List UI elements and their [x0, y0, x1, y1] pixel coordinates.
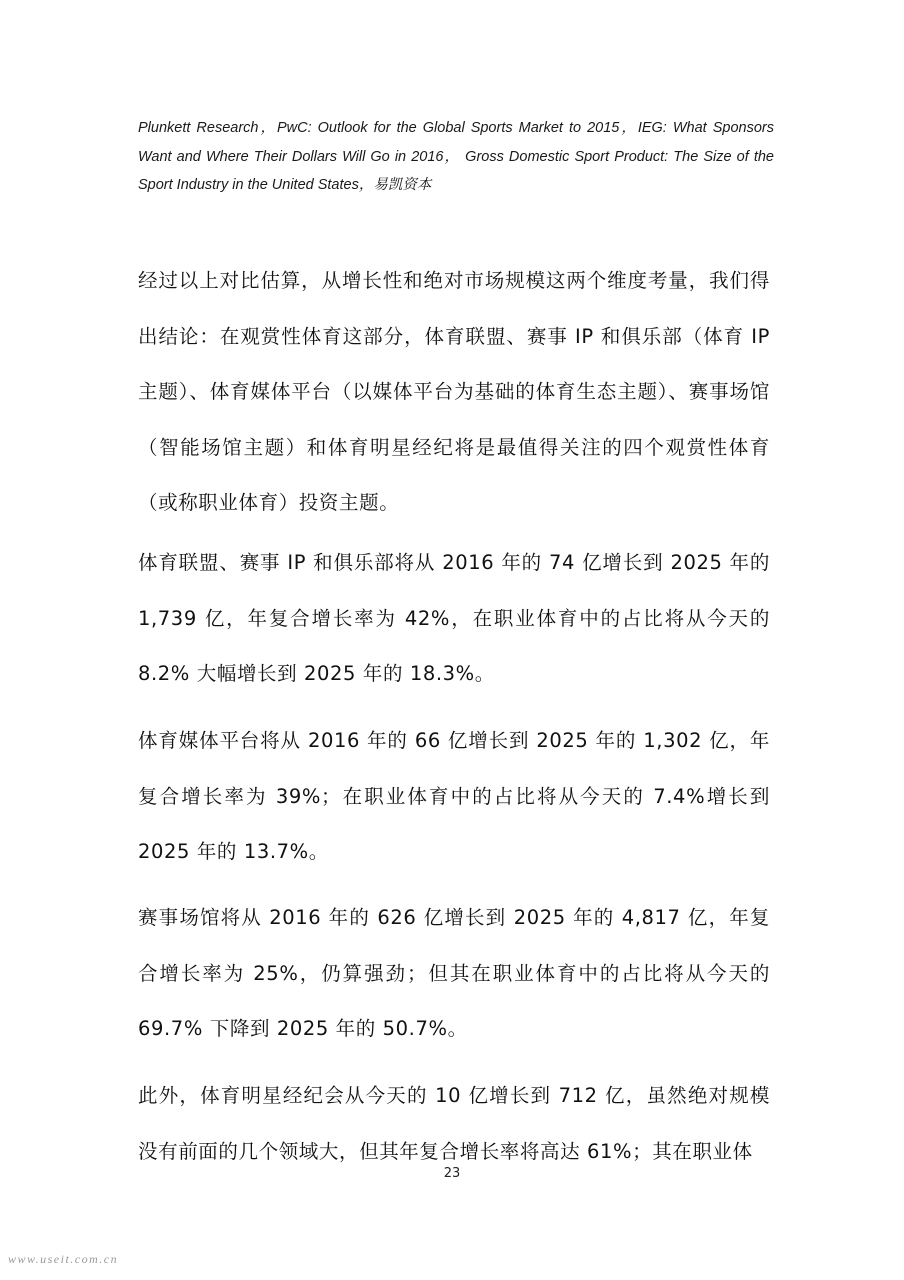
paragraph-venues: 赛事场馆将从 2016 年的 626 亿增长到 2025 年的 4,817 亿，年复合增长率为 25%，仍算强劲；但其在职业体育中的占比将从今天的 69.7% 下降到 2025 年的 50.7%。 — [138, 906, 770, 1040]
paragraph-conclusion: 经过以上对比估算，从增长性和绝对市场规模这两个维度考量，我们得出结论：在观赏性体育这部分，体育联盟、赛事 IP 和俱乐部（体育 IP 主题）、体育媒体平台（以媒体平台为基础的体育生态主题）、赛事场馆（智能场馆主题）和体育明星经纪将是最值得关注的四个观赏性体育（或称职业体育）投资主题。 — [138, 269, 770, 514]
page-number: 23 — [443, 1166, 461, 1181]
source-citation: Plunkett Research，PwC: Outlook for the Global Sports Market to 2015，IEG: What Sponsors Want and Where Their Dollars Will Go in 2016， Gross Domestic Sport Product: The Size of the Sport Industry in the United States，易凯资本 — [138, 120, 774, 193]
paragraph-sports-leagues: 体育联盟、赛事 IP 和俱乐部将从 2016 年的 74 亿增长到 2025 年的 1,739 亿，年复合增长率为 42%，在职业体育中的占比将从今天的 8.2% 大幅增长到 2025 年的 18.3%。 — [138, 551, 770, 685]
watermark: www.useit.com.cn — [8, 1252, 119, 1266]
paragraph-media-platforms: 体育媒体平台将从 2016 年的 66 亿增长到 2025 年的 1,302 亿，年复合增长率为 39%；在职业体育中的占比将从今天的 7.4%增长到 2025 年的 13.7%。 — [138, 729, 770, 863]
paragraph-athlete-agency: 此外，体育明星经纪会从今天的 10 亿增长到 712 亿，虽然绝对规模没有前面的几个领域大，但其年复合增长率将高达 61%；其在职业体 — [138, 1084, 770, 1163]
